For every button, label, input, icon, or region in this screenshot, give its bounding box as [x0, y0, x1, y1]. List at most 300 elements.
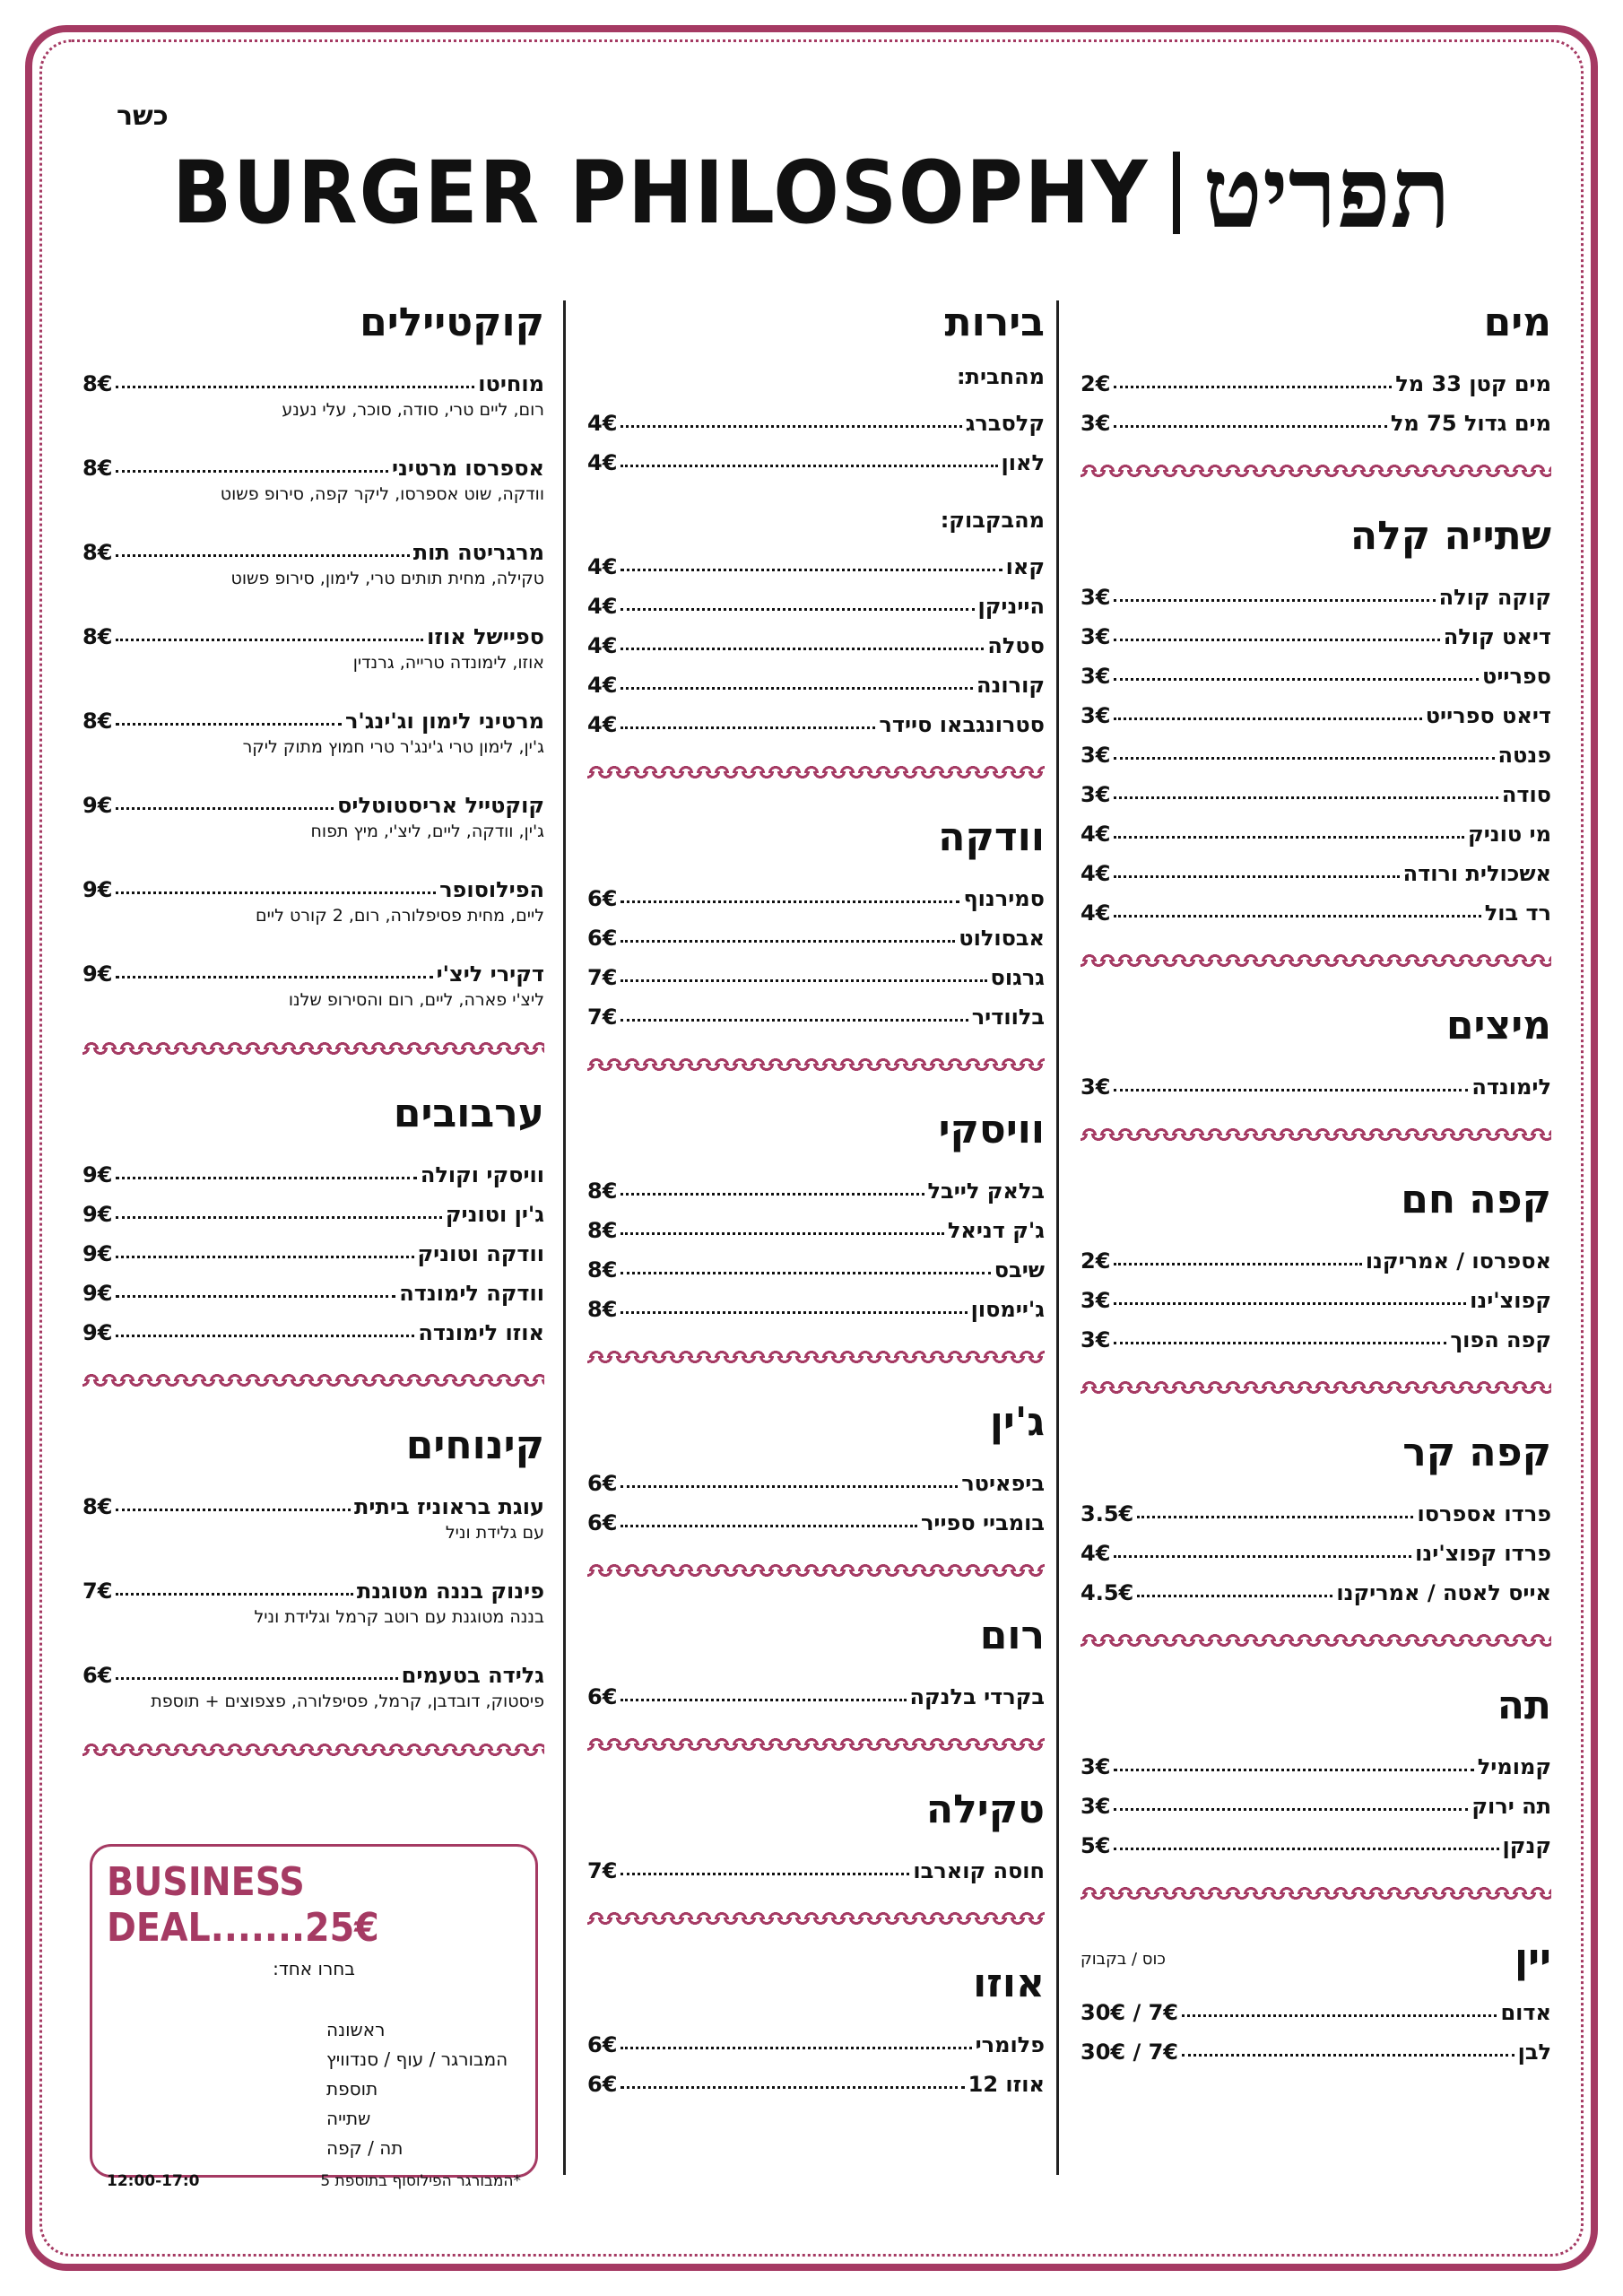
item-name: סטרונגבאו סיידר — [879, 712, 1045, 737]
item-name: קוקה קולה — [1438, 585, 1551, 610]
section-vodka — [587, 811, 1045, 1030]
menu-item — [82, 1564, 544, 1604]
menu-item — [587, 1670, 1045, 1709]
ornament-divider — [587, 764, 1045, 780]
item-name: קורונה — [976, 673, 1045, 698]
menu-item — [587, 658, 1045, 698]
menu-item — [587, 1283, 1045, 1322]
dot-leader — [621, 2086, 964, 2089]
section-whisky — [587, 1103, 1045, 1322]
item-price: 3€ — [1081, 1327, 1111, 1352]
section-juices — [1081, 999, 1551, 1100]
item-description: ליצ'י פארה, ליים, רום והסירופ שלנו — [288, 990, 544, 1010]
business-deal-note: *המבורגר הפילוסוף בתוספת 5 — [320, 2172, 521, 2190]
item-name: מים קטן 33 מל — [1395, 371, 1551, 396]
section-gin — [587, 1396, 1045, 1535]
menu-item — [1081, 649, 1551, 689]
section-beer — [587, 296, 1045, 737]
section-desserts — [82, 1419, 544, 1715]
dot-leader — [1114, 425, 1386, 428]
dot-leader — [1114, 1848, 1498, 1850]
business-deal-title: BUSINESS DEAL.......25€ — [107, 1859, 379, 1951]
ornament-divider — [1081, 1379, 1551, 1396]
dot-leader — [116, 554, 409, 557]
menu-item — [587, 1844, 1045, 1883]
item-price: 3€ — [1081, 782, 1111, 807]
dot-leader — [621, 900, 959, 903]
menu-item — [587, 1496, 1045, 1535]
item-price: 8€ — [587, 1218, 618, 1243]
business-deal-instruction: בחרו אחד: — [273, 1958, 355, 1979]
dot-leader — [621, 979, 986, 982]
dot-leader — [621, 569, 1002, 571]
item-name: גלידה בטעמים — [401, 1663, 544, 1688]
item-description: אוזו, לימונדה טרייה, גרנדין — [352, 653, 544, 673]
ornament-divider — [587, 1736, 1045, 1752]
section-title: וויסקי — [938, 1107, 1045, 1152]
item-name: קפה הפוך — [1450, 1327, 1551, 1352]
item-price: 3€ — [1081, 1794, 1111, 1819]
subsection-label: מהבקבוק: — [940, 508, 1045, 533]
menu-item — [82, 947, 544, 987]
item-price: 4€ — [587, 633, 618, 658]
item-name: בקרדי בלנקה — [909, 1684, 1045, 1709]
item-name: מי טוניק — [1468, 822, 1551, 847]
dot-leader — [1114, 718, 1421, 720]
item-description: רום, ליים טרי, סודה, סוכר, עלי נענע — [282, 400, 544, 420]
ornament-divider — [82, 1742, 544, 1758]
section-title: ג'ין — [989, 1399, 1045, 1445]
menu-item — [1081, 610, 1551, 649]
menu-item — [82, 1148, 544, 1187]
ornament-divider — [587, 1910, 1045, 1926]
item-price: 6€ — [587, 1684, 618, 1709]
business-deal-hours: 12:00-17:0 — [107, 2172, 200, 2190]
dot-leader — [1114, 386, 1392, 388]
dot-leader — [116, 1593, 352, 1596]
item-name: אייס לאטה / אמריקנו — [1336, 1580, 1551, 1605]
menu-item — [1081, 1234, 1551, 1274]
dot-leader — [116, 891, 436, 894]
item-name: הייניקן — [977, 594, 1045, 619]
menu-item — [1081, 1060, 1551, 1100]
menu-item — [82, 526, 544, 565]
item-name: ג'יימסון — [970, 1297, 1045, 1322]
item-price: 9€ — [82, 961, 113, 987]
menu-item — [1081, 2025, 1551, 2065]
section-title: קפה קר — [1402, 1430, 1551, 1475]
menu-item — [587, 579, 1045, 619]
item-price: 4€ — [587, 450, 618, 475]
dot-leader — [621, 726, 875, 729]
section-title: מים — [1483, 300, 1551, 345]
section-iced-coffee — [1081, 1426, 1551, 1605]
menu-item — [82, 610, 544, 649]
menu-item — [1081, 1779, 1551, 1819]
menu-item — [1081, 357, 1551, 396]
menu-item — [1081, 807, 1551, 847]
item-price: 9€ — [82, 877, 113, 902]
ornament-divider — [1081, 1126, 1551, 1143]
section-mixes — [82, 1087, 544, 1345]
dot-leader — [621, 425, 961, 428]
item-name: וויסקי וקולה — [420, 1162, 544, 1187]
item-price: 8€ — [82, 1494, 113, 1519]
section-title: קפה חם — [1401, 1177, 1551, 1222]
wine-serving-note: כוס / בקבוק — [1081, 1949, 1166, 1969]
item-price: 3€ — [1081, 624, 1111, 649]
item-price: 6€ — [587, 886, 618, 911]
item-price: 4€ — [587, 673, 618, 698]
item-name: בלאק לייבל — [927, 1178, 1045, 1204]
menu-item — [1081, 570, 1551, 610]
menu-item — [1081, 886, 1551, 926]
section-title: אוזו — [973, 1961, 1045, 2006]
menu-item — [1081, 396, 1551, 436]
section-tequila — [587, 1783, 1045, 1883]
item-price: 9€ — [82, 1241, 113, 1266]
dot-leader — [1114, 1089, 1468, 1091]
dot-leader — [621, 1232, 943, 1235]
item-price: 4€ — [1081, 822, 1111, 847]
dot-leader — [1137, 1595, 1332, 1597]
dot-leader — [621, 1485, 958, 1488]
item-price: 4€ — [587, 594, 618, 619]
brand-name-en: BURGER PHILOSOPHY — [172, 143, 1150, 243]
item-name: דיאט ספרייט — [1425, 703, 1551, 728]
item-price: 8€ — [587, 1257, 618, 1283]
item-name: ג'ין וטוניק — [445, 1202, 544, 1227]
item-name: בלוודיר — [971, 1004, 1045, 1030]
ornament-divider — [587, 1562, 1045, 1578]
dot-leader — [116, 976, 432, 978]
menu-item — [1081, 768, 1551, 807]
dot-leader — [1114, 757, 1494, 760]
menu-item — [82, 357, 544, 396]
item-price: 5€ — [1081, 1833, 1111, 1858]
item-price: 7€ — [587, 1858, 618, 1883]
dot-leader — [621, 1873, 909, 1875]
item-price: 6€ — [82, 1663, 113, 1688]
item-price: 4€ — [1081, 900, 1111, 926]
item-name: דיאט קולה — [1443, 624, 1551, 649]
dot-leader — [116, 723, 342, 726]
item-name: סמירנוף — [963, 886, 1045, 911]
section-title: קוקטיילים — [360, 300, 544, 345]
menu-item — [82, 863, 544, 902]
menu-item — [1081, 1274, 1551, 1313]
ornament-divider — [1081, 463, 1551, 479]
section-title: יין — [1514, 1935, 1551, 1981]
item-price: 3€ — [1081, 664, 1111, 689]
item-name: קוקטייל אריסטוטליס — [337, 793, 544, 818]
item-name: ספרייט — [1482, 664, 1551, 689]
item-name: פנטה — [1497, 743, 1551, 768]
item-description: בננה מטוגנת עם רוטב קרמל וגלידת וניל — [254, 1607, 544, 1627]
item-price: 6€ — [587, 926, 618, 951]
menu-item — [82, 1480, 544, 1519]
business-deal-item: תה / קפה — [326, 2137, 404, 2159]
item-name: פלומרי — [975, 2032, 1045, 2057]
item-price: 6€ — [587, 2032, 618, 2057]
dot-leader — [116, 1295, 395, 1298]
dot-leader — [621, 648, 984, 650]
dot-leader — [116, 1509, 351, 1511]
dot-leader — [1137, 1516, 1413, 1518]
item-price: 6€ — [587, 1510, 618, 1535]
business-deal-box — [90, 1844, 538, 2190]
item-name: רד בול — [1484, 900, 1551, 926]
item-description: ליים, מחית פסיפלורה, רום, 2 קורט ליים — [256, 906, 544, 926]
ornament-divider — [1081, 1885, 1551, 1901]
dot-leader — [1114, 599, 1435, 602]
subsection-label: מהחבית: — [956, 364, 1045, 389]
column-divider-left — [563, 300, 566, 2175]
item-name: דקירי ליצ'י — [436, 961, 544, 987]
item-description: פיסטוק, דובדבן, קרמל, פסיפלורה, פצפוצים + תוספת — [151, 1692, 544, 1711]
ornament-divider — [1081, 1632, 1551, 1648]
item-description: ג'ין, וודקה, ליים, ליצ'י, מיץ תפוח — [310, 822, 544, 841]
menu-item — [1081, 689, 1551, 728]
item-name: מוחיטו — [478, 371, 544, 396]
item-name: הפילוסופר — [439, 877, 544, 902]
menu-item — [82, 694, 544, 734]
item-name: בומביי ספייר — [920, 1510, 1045, 1535]
item-price: 30€ / 7€ — [1081, 2039, 1178, 2065]
column-divider-right — [1056, 300, 1059, 2175]
ornament-divider — [82, 1040, 544, 1057]
dot-leader — [1114, 1769, 1473, 1771]
item-price: 7€ — [587, 965, 618, 990]
dot-leader — [1114, 915, 1480, 918]
item-description: טקילה, מחית תותים טרי, לימון, סירופ פשוט — [230, 569, 544, 588]
dot-leader — [116, 1216, 441, 1219]
menu-item — [587, 911, 1045, 951]
item-name: חוסה קוארבו — [913, 1858, 1045, 1883]
dot-leader — [621, 940, 955, 943]
item-name: וודקה לימונדה — [399, 1281, 544, 1306]
menu-item — [82, 1306, 544, 1345]
item-price: 3€ — [1081, 411, 1111, 436]
dot-leader — [621, 608, 974, 611]
item-description: ג'ין, לימון טרי ג'ינג'ר טרי חמוץ מתוק ליקר — [242, 737, 544, 757]
item-name: אספרסו / אמריקנו — [1365, 1248, 1551, 1274]
item-price: 3€ — [1081, 1288, 1111, 1313]
dot-leader — [1114, 1302, 1466, 1305]
menu-item — [1081, 1986, 1551, 2025]
item-name: קמומיל — [1477, 1754, 1551, 1779]
dot-leader — [621, 1193, 924, 1196]
item-price: 9€ — [82, 1281, 113, 1306]
menu-item — [587, 396, 1045, 436]
item-name: מרטיני לימון וג'ינג'ר — [344, 709, 544, 734]
item-price: 9€ — [82, 1320, 113, 1345]
section-ouzo — [587, 1957, 1045, 2097]
spacer — [587, 475, 1045, 500]
item-name: מים גדול 75 מל — [1390, 411, 1551, 436]
menu-item — [1081, 847, 1551, 886]
item-name: גרגוס — [990, 965, 1045, 990]
item-price: 6€ — [587, 2072, 618, 2097]
dot-leader — [1114, 836, 1464, 839]
item-price: 8€ — [82, 540, 113, 565]
menu-item — [82, 1227, 544, 1266]
item-name: לאון — [1001, 450, 1045, 475]
section-title: ערבובים — [393, 1091, 544, 1136]
section-wine — [1081, 1932, 1551, 2065]
menu-item — [1081, 1487, 1551, 1526]
item-name: קאו — [1005, 554, 1045, 579]
section-title: קינוחים — [405, 1422, 544, 1468]
menu-item — [82, 1187, 544, 1227]
section-title: שתייה קלה — [1350, 513, 1551, 559]
business-deal-item: ראשונה — [326, 2019, 386, 2040]
menu-item — [82, 1648, 544, 1688]
item-name: קלסברג — [965, 411, 1045, 436]
item-name: אשכולית ורודה — [1402, 861, 1551, 886]
item-price: 7€ — [587, 1004, 618, 1030]
item-name: קפוצ'ינו — [1470, 1288, 1551, 1313]
item-name: תה ירוק — [1471, 1794, 1551, 1819]
item-price: 3€ — [1081, 743, 1111, 768]
item-price: 8€ — [82, 709, 113, 734]
dot-leader — [621, 1272, 990, 1274]
item-price: 4€ — [587, 554, 618, 579]
menu-item — [1081, 1566, 1551, 1605]
dot-leader — [621, 1311, 967, 1314]
dot-leader — [116, 1256, 413, 1258]
item-price: 3€ — [1081, 703, 1111, 728]
item-name: אספרסו מרטיני — [391, 456, 544, 481]
menu-item — [587, 1204, 1045, 1243]
item-price: 9€ — [82, 1162, 113, 1187]
item-name: וודקה וטוניק — [417, 1241, 544, 1266]
section-soft-drinks — [1081, 509, 1551, 926]
item-name: אבסולוט — [959, 926, 1045, 951]
item-price: 3.5€ — [1081, 1501, 1134, 1526]
menu-column-cocktails — [82, 296, 544, 1788]
section-title: תה — [1497, 1683, 1551, 1728]
menu-item — [1081, 1740, 1551, 1779]
item-name: ג'ק דניאל — [947, 1218, 1045, 1243]
menu-item — [587, 540, 1045, 579]
section-rum — [587, 1609, 1045, 1709]
item-price: 2€ — [1081, 371, 1111, 396]
dot-leader — [621, 687, 973, 690]
business-deal-footer — [107, 2172, 521, 2190]
item-name: מרגריטה תות — [412, 540, 544, 565]
menu-item — [1081, 1819, 1551, 1858]
item-name: אוזו לימונדה — [418, 1320, 544, 1345]
item-price: 4€ — [587, 712, 618, 737]
menu-item — [1081, 1526, 1551, 1566]
item-price: 8€ — [82, 456, 113, 481]
item-name: ספיישל אוזו — [427, 624, 544, 649]
item-name: אוזו 12 — [968, 2072, 1045, 2097]
dot-leader — [1114, 1808, 1468, 1811]
menu-item — [1081, 728, 1551, 768]
dot-leader — [116, 1177, 416, 1179]
menu-item — [587, 1243, 1045, 1283]
item-price: 3€ — [1081, 1074, 1111, 1100]
menu-item — [587, 872, 1045, 911]
item-name: אדום — [1500, 2000, 1551, 2025]
business-deal-item: תוספת — [326, 2078, 378, 2100]
item-name: קנקן — [1502, 1833, 1551, 1858]
dot-leader — [1182, 2054, 1515, 2057]
dot-leader — [621, 2047, 971, 2049]
ornament-divider — [587, 1057, 1045, 1073]
item-name: לבן — [1517, 2039, 1551, 2065]
menu-item — [587, 1164, 1045, 1204]
section-title: בירות — [944, 300, 1045, 345]
dot-leader — [116, 1677, 397, 1680]
menu-item — [82, 1266, 544, 1306]
dot-leader — [1114, 1342, 1446, 1344]
section-title: רום — [979, 1613, 1045, 1658]
section-title: וודקה — [938, 814, 1045, 860]
menu-item — [82, 778, 544, 818]
section-water — [1081, 296, 1551, 436]
menu-item — [587, 436, 1045, 475]
ornament-divider — [82, 1372, 544, 1388]
menu-item — [587, 619, 1045, 658]
item-name: פינוק בננה מטוגנת — [356, 1578, 544, 1604]
dot-leader — [1114, 875, 1399, 878]
item-price: 4€ — [1081, 861, 1111, 886]
item-price: 8€ — [587, 1178, 618, 1204]
business-deal-item: המבורגר / עוף / סנדוויץ — [326, 2048, 508, 2070]
item-name: סטלה — [987, 633, 1045, 658]
menu-title: תפריט — [1202, 135, 1451, 250]
item-price: 8€ — [82, 624, 113, 649]
dot-leader — [1114, 678, 1479, 681]
dot-leader — [116, 470, 388, 473]
ornament-divider — [587, 1349, 1045, 1365]
dot-leader — [116, 807, 334, 810]
item-name: לימונדה — [1471, 1074, 1551, 1100]
page-header — [0, 135, 1623, 251]
ornament-divider — [1081, 952, 1551, 969]
dot-leader — [1114, 1555, 1411, 1558]
item-name: שיבס — [994, 1257, 1045, 1283]
menu-item — [587, 2018, 1045, 2057]
menu-item — [587, 990, 1045, 1030]
item-price: 8€ — [82, 371, 113, 396]
item-name: עוגת בראוניז ביתית — [354, 1494, 544, 1519]
item-price: 30€ / 7€ — [1081, 2000, 1178, 2025]
item-price: 4.5€ — [1081, 1580, 1134, 1605]
section-tea — [1081, 1679, 1551, 1858]
dot-leader — [1114, 796, 1497, 799]
menu-column-spirits — [587, 296, 1045, 2097]
menu-item — [587, 1457, 1045, 1496]
business-deal-item: שתייה — [326, 2108, 371, 2129]
item-name: ביפאיטר — [961, 1471, 1045, 1496]
item-price: 4€ — [1081, 1541, 1111, 1566]
item-price: 9€ — [82, 793, 113, 818]
menu-item — [587, 951, 1045, 990]
menu-item — [587, 2057, 1045, 2097]
item-price: 6€ — [587, 1471, 618, 1496]
menu-item — [587, 698, 1045, 737]
item-name: פרדו אספרסו — [1417, 1501, 1551, 1526]
item-name: סודה — [1501, 782, 1551, 807]
dot-leader — [621, 1699, 906, 1701]
item-price: 4€ — [587, 411, 618, 436]
section-title: מיצים — [1445, 1003, 1551, 1048]
item-description: וודקה, שוט אספרסו, ליקר קפה, סירופ פשוט — [220, 484, 544, 504]
